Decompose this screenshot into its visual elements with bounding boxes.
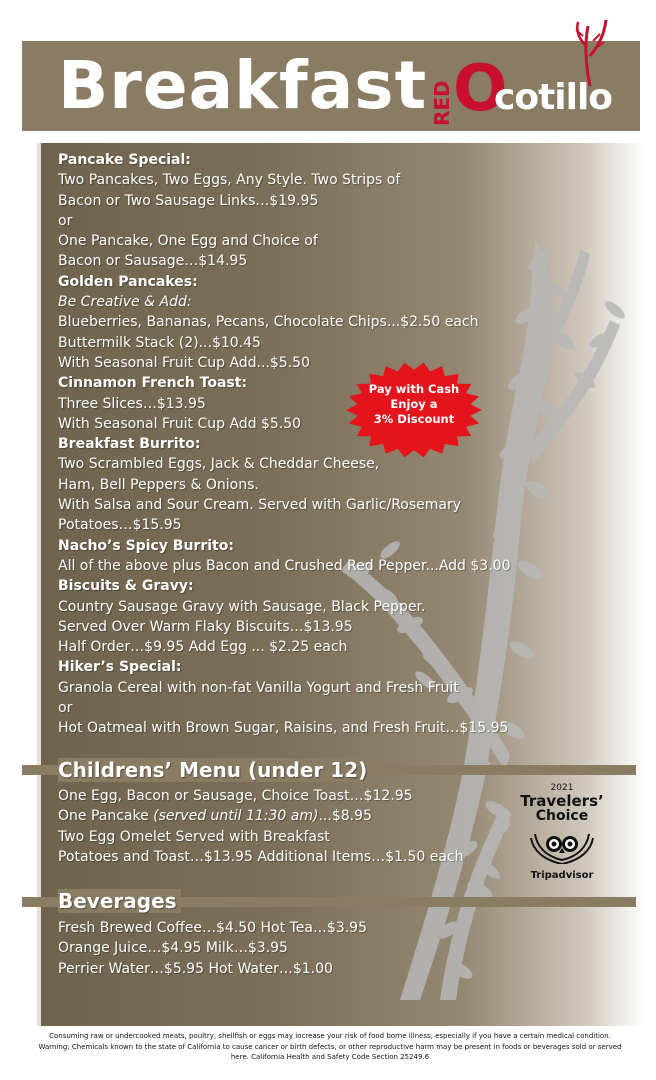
menu-item-line: Granola Cereal with non-fat Vanilla Yogurt and Fresh Fruit bbox=[58, 679, 459, 696]
menu-item-line: Ham, Bell Peppers & Onions. bbox=[58, 476, 259, 493]
menu-item-line: With Salsa and Sour Cream. Served with Garlic/Rosemary bbox=[58, 497, 462, 514]
menu-item-heading: Pancake Special: bbox=[58, 152, 191, 168]
menu-item-line: Country Sausage Gravy with Sausage, Black Pepper. bbox=[58, 598, 426, 615]
beverages-menu-list bbox=[58, 918, 367, 979]
childrens-item-4: Potatoes and Toast…$13.95 Additional Items…$1.50 each bbox=[58, 848, 464, 865]
menu-item-line: Be Creative & Add: bbox=[58, 294, 192, 311]
tripadvisor-brand: Tripadvisor bbox=[530, 870, 594, 881]
menu-item-heading: Cinnamon French Toast: bbox=[58, 375, 248, 392]
disclaimer-line-2: Warning: Chemicals known to the state of California to cause cancer or birth defects, or other reproductive harm may be present in foods or beverages sold or served bbox=[38, 1042, 622, 1051]
disclaimer-line-1: Consuming raw or undercooked meats, poultry, shellfish or eggs may increase your risk of food borne illness, especially if you have a certain medical condition. bbox=[49, 1032, 611, 1040]
beverage-item-1: Fresh Brewed Coffee…$4.50 Hot Tea…$3.95 bbox=[58, 920, 367, 936]
childrens-item-3: Two Egg Omelet Served with Breakfast bbox=[58, 828, 330, 845]
page-title: Breakfast bbox=[58, 47, 428, 124]
menu-item-line: Three Slices…$13.95 bbox=[58, 395, 206, 412]
logo-cotillo-text: cotillo bbox=[494, 77, 613, 118]
award-title-line1: Travelers’ bbox=[520, 792, 604, 810]
badge-line-2: Enjoy a bbox=[390, 397, 438, 411]
menu-item-line: Bacon or Sausage…$14.95 bbox=[58, 253, 248, 270]
menu-item-heading: Nacho’s Spicy Burrito: bbox=[58, 537, 234, 554]
childrens-item-2: One Pancake (served until 11:30 am)...$8.95 bbox=[58, 808, 372, 825]
menu-item-line: Potatoes…$15.95 bbox=[58, 517, 182, 534]
award-year: 2021 bbox=[550, 783, 574, 793]
menu-item-line: or bbox=[58, 212, 73, 229]
tripadvisor-award bbox=[512, 782, 612, 882]
menu-item-heading: Breakfast Burrito: bbox=[58, 436, 201, 453]
menu-item-heading: Biscuits & Gravy: bbox=[58, 578, 194, 595]
menu-item-line: With Seasonal Fruit Cup Add $5.50 bbox=[58, 415, 302, 432]
childrens-menu-list bbox=[58, 786, 464, 867]
childrens-item-1: One Egg, Bacon or Sausage, Choice Toast…$12.95 bbox=[58, 788, 413, 804]
menu-item-line: Two Pancakes, Two Eggs, Any Style. Two Strips of bbox=[58, 172, 401, 189]
badge-line-1: Pay with Cash bbox=[368, 382, 460, 396]
menu-item-heading: Golden Pancakes: bbox=[58, 273, 198, 290]
cash-discount-badge bbox=[352, 382, 476, 427]
menu-item-line: Served Over Warm Flaky Biscuits…$13.95 bbox=[58, 618, 353, 635]
menu-item-line: or bbox=[58, 700, 73, 717]
menu-item-line: Two Scrambled Eggs, Jack & Cheddar Cheese, bbox=[58, 456, 380, 473]
disclaimer-line-3: here. California Health and Safety Code Section 25249.6 bbox=[230, 1053, 430, 1061]
menu-item-line: Hot Oatmeal with Brown Sugar, Raisins, and Fresh Fruit…$15.95 bbox=[58, 720, 509, 737]
menu-item-line: Blueberries, Bananas, Pecans, Chocolate Chips...$2.50 each bbox=[58, 314, 479, 331]
menu-item-line: Buttermilk Stack (2)...$10.45 bbox=[58, 334, 261, 351]
beverages-section-title: Beverages bbox=[58, 889, 181, 913]
badge-line-3: 3% Discount bbox=[373, 412, 455, 426]
childrens-section-title: Childrens’ Menu (under 12) bbox=[58, 758, 371, 782]
logo-o-text: O bbox=[453, 52, 508, 126]
legal-disclaimer bbox=[30, 1031, 630, 1063]
beverage-item-3: Perrier Water…$5.95 Hot Water…$1.00 bbox=[58, 960, 333, 977]
menu-item-line: Half Order…$9.95 Add Egg ... $2.25 each bbox=[58, 639, 348, 656]
menu-item-line: Bacon or Two Sausage Links…$19.95 bbox=[58, 192, 319, 209]
menu-item-line: With Seasonal Fruit Cup Add...$5.50 bbox=[58, 354, 310, 371]
award-title-line2: Choice bbox=[535, 808, 589, 824]
beverage-item-2: Orange Juice…$4.95 Milk…$3.95 bbox=[58, 940, 288, 957]
menu-item-line: One Pancake, One Egg and Choice of bbox=[58, 233, 318, 250]
tripadvisor-owl-icon bbox=[527, 824, 597, 864]
logo-red-text: RED bbox=[430, 80, 454, 126]
menu-item-line: All of the above plus Bacon and Crushed Red Pepper...Add $3.00 bbox=[58, 557, 511, 574]
menu-item-heading: Hiker’s Special: bbox=[58, 659, 182, 676]
